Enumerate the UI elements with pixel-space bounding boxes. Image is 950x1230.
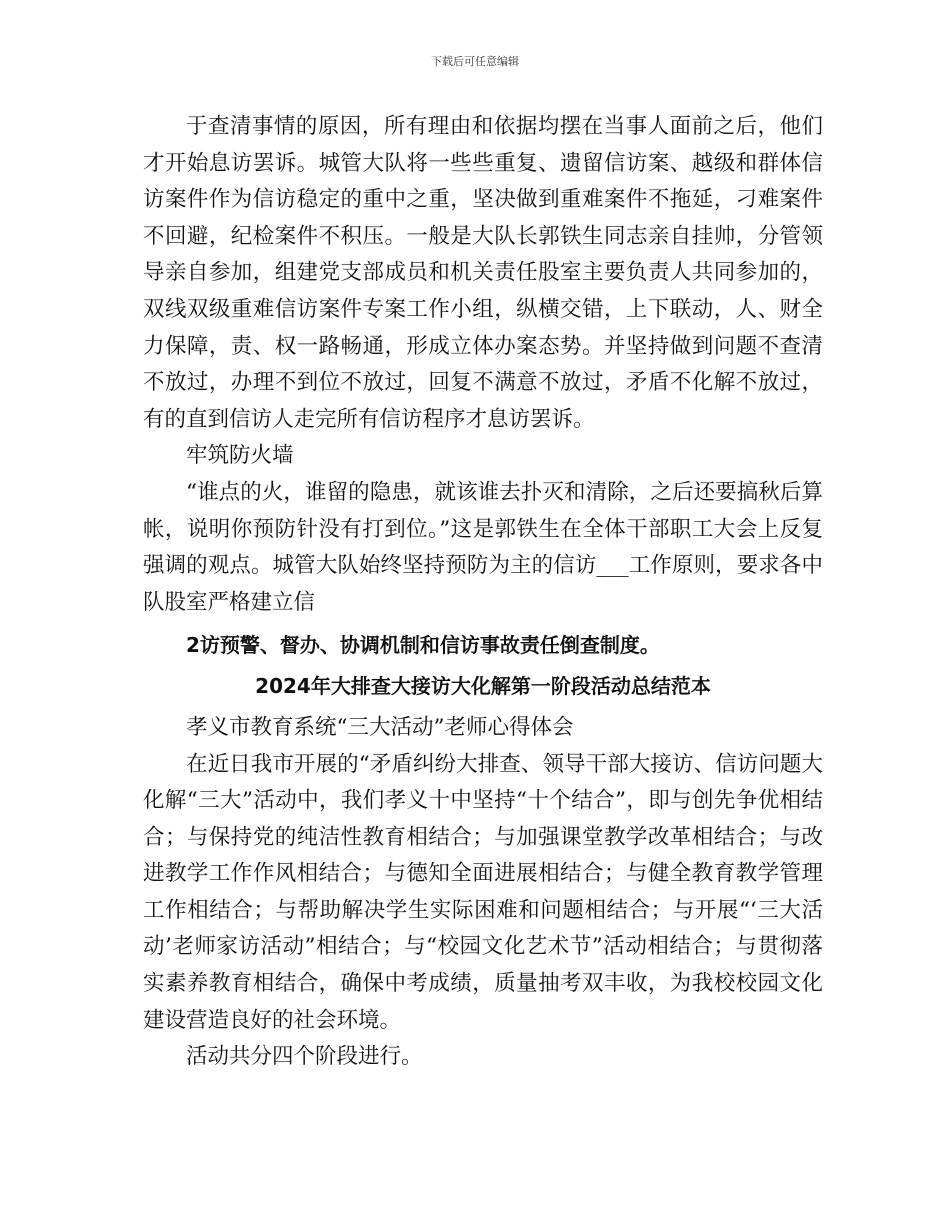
paragraph-prevention: “谁点的火，谁留的隐患，就该谁去扑灭和清除，之后还要搞秋后算帐，说明你预防针没有打到位。”这是郭铁生在全体干部职工大会上反复强调的观点。城管大队始终坚持预防为主的信访___工作原则，要求各中队股室严格建立信 (143, 479, 823, 615)
page-header-note: 下载后可任意编辑 (431, 55, 519, 68)
subtitle-teacher-experience: 孝义市教育系统“三大活动”老师心得体会 (186, 714, 574, 740)
paragraph-petition-handling: 于查清事情的原因，所有理由和依据均摆在当事人面前之后，他们才开始息访罢诉。城管大队将一些些重复、遗留信访案、越级和群体信访案件作为信访稳定的重中之重，坚决做到重难案件不拖延，刁难案件不回避，纪检案件不积压。一般是大队长郭铁生同志亲自挂帅，分管领导亲自参加，组建党支部成员和机关责任股室主要负责人共同参加的，双线双级重难信访案件专案工作小组，纵横交错，上下联动，人、财全力保障，责、权一路畅通，形成立体办案态势。并坚持做到问题不查清不放过，办理不到位不放过，回复不满意不放过，矛盾不化解不放过，有的直到信访人走完所有信访程序才息访罢诉。 (143, 114, 823, 432)
paragraph-four-stages: 活动共分四个阶段进行。 (186, 1044, 423, 1070)
document-body (143, 109, 823, 1076)
paragraph-warning-mechanism: 2访预警、督办、协调机制和信访事故责任倒查制度。 (186, 633, 660, 658)
document-title: 2024年大排查大接访大化解第一阶段活动总结范本 (255, 673, 711, 698)
subheading-firewall: 牢筑防火墙 (186, 443, 294, 469)
paragraph-ten-combinations: 在近日我市开展的“矛盾纠纷大排查、领导干部大接访、信访问题大化解“三大”活动中，我们孝义十中坚持“十个结合”，即与创先争优相结合；与保持党的纯洁性教育相结合；与加强课堂教学改革相结合；与改进教学工作作风相结合；与德知全面进展相结合；与健全教育教学管理工作相结合；与帮助解决学生实际困难和问题相结合；与开展“‘三大活动’老师家访活动”相结合；与“校园文化艺术节”活动相结合；与贯彻落实素养教育相结合，确保中考成绩，质量抽考双丰收，为我校校园文化建设营造良好的社会环境。 (143, 751, 823, 1033)
